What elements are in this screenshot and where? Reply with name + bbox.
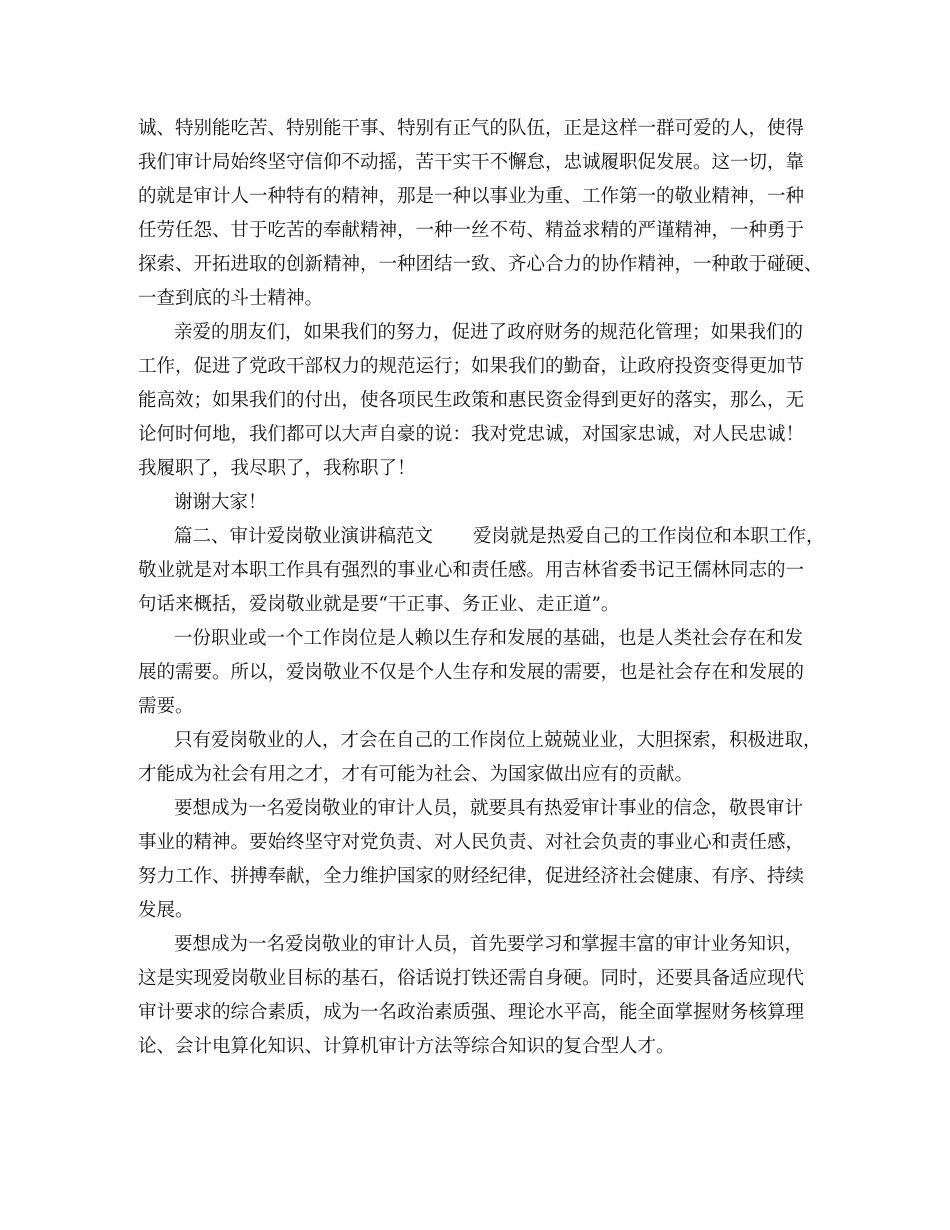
paragraph-line: 我们审计局始终坚守信仰不动摇，苦干实干不懈怠，忠诚履职促发展。这一切，靠 [138,152,805,173]
paragraph-line: 才能成为社会有用之才，才有可能为社会、为国家做出应有的贡献。 [138,764,694,785]
paragraph-line: 这是实现爱岗敬业目标的基石，俗话说打铁还需自身硬。同时，还要具备适应现代 [138,968,805,989]
paragraph-line: 要想成为一名爱岗敬业的审计人员，就要具有热爱审计事业的信念，敬畏审计 [174,798,804,819]
paragraph-line: 工作，促进了党政干部权力的规范运行；如果我们的勤奋，让政府投资变得更加节 [138,356,805,377]
paragraph-line: 发展。 [138,900,194,921]
section-heading: 篇二、审计爱岗敬业演讲稿范文 [174,526,434,547]
paragraph-line: 要想成为一名爱岗敬业的审计人员，首先要学习和掌握丰富的审计业务知识， [174,934,804,955]
section-heading-line [138,520,825,554]
paragraph-line: 能高效；如果我们的付出，使各项民生政策和惠民资金得到更好的落实，那么，无 [138,390,805,411]
paragraph-line: 我履职了，我尽职了，我称职了！ [138,458,416,479]
paragraph-line: 只有爱岗敬业的人，才会在自己的工作岗位上兢兢业业，大胆探索，积极进取， [174,730,822,751]
paragraph-line: 审计要求的综合素质，成为一名政治素质强、理论水平高，能全面掌握财务核算理 [138,1002,805,1023]
paragraph-line: 亲爱的朋友们，如果我们的努力，促进了政府财务的规范化管理；如果我们的 [174,322,804,343]
paragraph-line: 一份职业或一个工作岗位是人赖以生存和发展的基础，也是人类社会存在和发 [174,628,804,649]
paragraph-line: 爱岗就是热爱自己的工作岗位和本职工作， [473,526,825,547]
paragraph-line: 谢谢大家！ [174,492,267,513]
paragraph-line: 论何时何地，我们都可以大声自豪的说：我对党忠诚，对国家忠诚，对人民忠诚！ [138,424,805,445]
paragraph-line: 努力工作、拼搏奉献，全力维护国家的财经纪律，促进经济社会健康、有序、持续 [138,866,805,887]
paragraph-line: 句话来概括，爱岗敬业就是要“干正事、务正业、走正道”。 [138,594,620,615]
paragraph-line: 一查到底的斗士精神。 [138,288,324,309]
paragraph-line: 展的需要。所以，爱岗敬业不仅是个人生存和发展的需要，也是社会存在和发展的 [138,662,805,683]
body-text [138,112,825,1064]
paragraph-line: 论、会计电算化知识、计算机审计方法等综合知识的复合型人才。 [138,1036,675,1057]
paragraph-line: 探索、开拓进取的创新精神，一种团结一致、齐心合力的协作精神，一种敢于碰硬、 [138,254,823,275]
paragraph-line: 事业的精神。要始终坚守对党负责、对人民负责、对社会负责的事业心和责任感， [138,832,805,853]
paragraph-line: 诚、特别能吃苦、特别能干事、特别有正气的队伍，正是这样一群可爱的人，使得 [138,118,805,139]
paragraph-line: 需要。 [138,696,194,717]
paragraph-line: 的就是审计人一种特有的精神，那是一种以事业为重、工作第一的敬业精神，一种 [138,186,805,207]
paragraph-line: 敬业就是对本职工作具有强烈的事业心和责任感。用吉林省委书记王儒林同志的一 [138,560,805,581]
paragraph-line: 任劳任怨、甘于吃苦的奉献精神，一种一丝不苟、精益求精的严谨精神，一种勇于 [138,220,805,241]
